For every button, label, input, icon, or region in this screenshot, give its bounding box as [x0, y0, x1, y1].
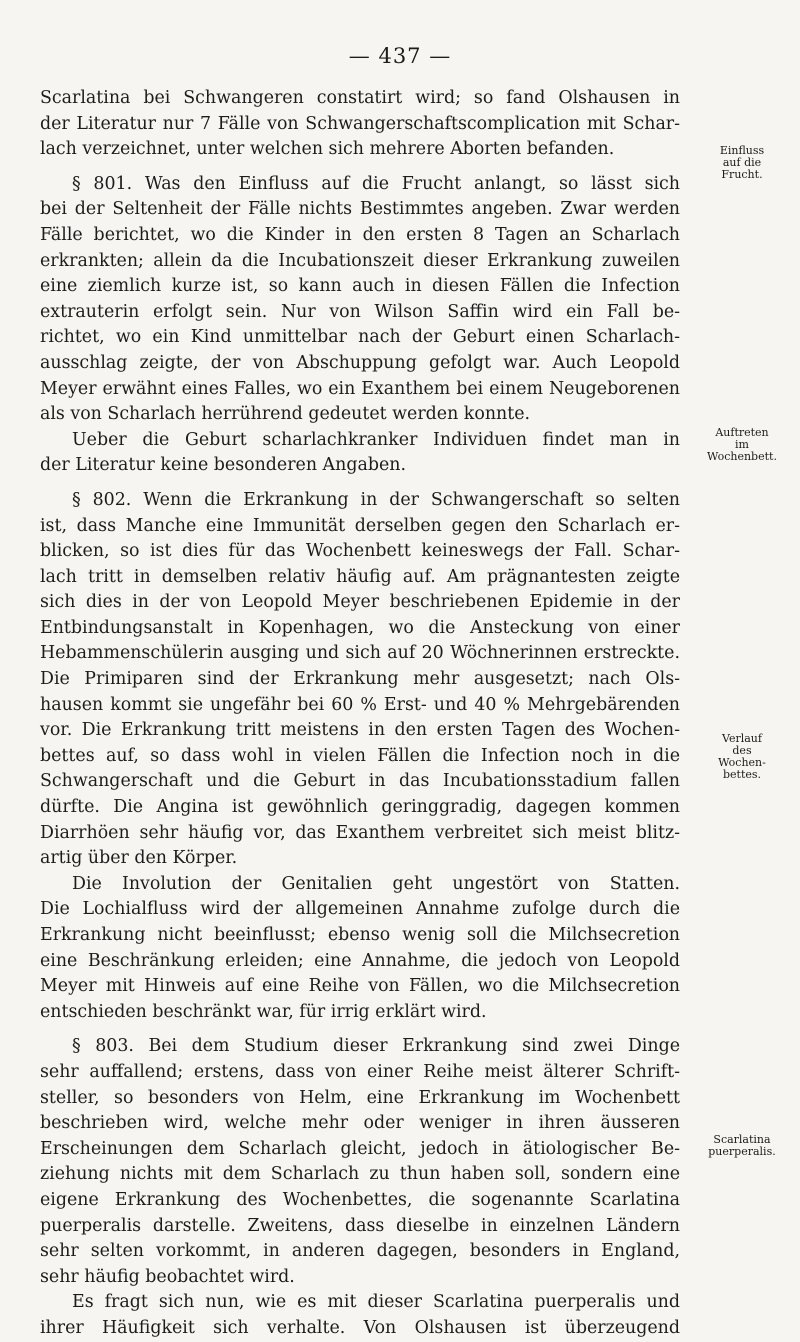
- text-line: § 801. Was den Einfluss auf die Frucht anlangt, so lässt sich: [72, 173, 680, 194]
- margin-note-line: Scarlatina: [713, 1133, 771, 1146]
- text-line: eigene Erkrankung des Wochenbettes, die sogenannte Scarlatina: [40, 1189, 680, 1210]
- margin-note-verlauf: [697, 733, 787, 781]
- text-line: Erscheinungen dem Scharlach gleicht, jedoch in ätiologischer Be-: [40, 1138, 680, 1159]
- margin-note-line: Auftreten: [715, 426, 769, 439]
- text-line: blicken, so ist dies für das Wochenbett keineswegs der Fall. Schar-: [40, 541, 680, 562]
- text-line: Meyer mit Hinweis auf eine Reihe von Fällen, wo die Milchsecretion: [40, 976, 680, 997]
- text-line: Erkrankung nicht beeinflusst; ebenso wenig soll die Milchsecretion: [40, 925, 680, 945]
- text-line: § 802. Wenn die Erkrankung in der Schwangerschaft so selten: [72, 489, 680, 510]
- text-line: Die Involution der Genitalien geht ungestört von Statten.: [72, 873, 680, 894]
- text-line: extrauterin erfolgt sein. Nur von Wilson Saffin wird ein Fall be-: [40, 301, 680, 322]
- text-line: lach verzeichnet, unter welchen sich mehrere Aborten befanden.: [40, 139, 615, 160]
- text-line: ihrer Häufigkeit sich verhalte. Von Olshausen ist überzeugend: [40, 1317, 680, 1338]
- text-line: bei der Seltenheit der Fälle nichts Bestimmtes angeben. Zwar werden: [40, 199, 680, 220]
- text-line: der Literatur nur 7 Fälle von Schwangerschaftscomplication mit Schar-: [40, 113, 680, 134]
- text-line: Die Lochialfluss wird der allgemeinen Annahme zufolge durch die: [40, 899, 680, 920]
- text-line: sehr häufig beobachtet wird.: [40, 1266, 295, 1287]
- text-line: erkrankten; allein da die Incubationszeit dieser Erkrankung zuweilen: [40, 250, 680, 271]
- text-line: ziehung nichts mit dem Scharlach zu thun haben soll, sondern eine: [40, 1164, 680, 1185]
- text-line: Meyer erwähnt eines Falles, wo ein Exanthem bei einem Neugeborenen: [40, 378, 680, 399]
- margin-note-line: auf die: [722, 156, 762, 169]
- text-line: puerperalis darstelle. Zweitens, dass dieselbe in einzelnen Ländern: [40, 1215, 680, 1236]
- page-number: — 437 —: [348, 44, 452, 68]
- text-line: Entbindungsanstalt in Kopenhagen, wo die Ansteckung von einer: [40, 617, 680, 638]
- text-line: hausen kommt sie ungefähr bei 60 % Erst- und 40 % Mehrgebärenden: [40, 694, 680, 715]
- body-text: [40, 86, 680, 1342]
- text-line: lach tritt in demselben relativ häufig auf. Am prägnantesten zeigte: [40, 566, 680, 587]
- text-line: Die Primiparen sind der Erkrankung mehr ausgesetzt; nach Ols-: [40, 669, 680, 690]
- margin-note-auftreten: [697, 427, 787, 463]
- text-line: Schwangerschaft und die Geburt in das Incubationsstadium fallen: [40, 771, 680, 792]
- text-line: bettes auf, so dass wohl in vielen Fällen die Infection noch in die: [40, 745, 680, 766]
- text-line: eine Beschränkung erleiden; eine Annahme, die jedoch von Leopold: [40, 950, 680, 971]
- text-line: richtet, wo ein Kind unmittelbar nach der Geburt einen Scharlach-: [40, 327, 680, 348]
- margin-note-line: des: [732, 744, 752, 757]
- margin-note-line: puerperalis.: [708, 1145, 776, 1158]
- paragraph-gap: [40, 1025, 680, 1034]
- text-line: vor. Die Erkrankung tritt meistens in den ersten Tagen des Wochen-: [40, 720, 680, 741]
- text-line: sich dies in der von Leopold Meyer beschriebenen Epidemie in der: [40, 592, 680, 613]
- text-line: § 803. Bei dem Studium dieser Erkrankung sind zwei Dinge: [72, 1036, 680, 1057]
- margin-note-line: Wochen-: [718, 756, 766, 769]
- margin-note-line: Verlauf: [722, 732, 762, 745]
- text-line: ausschlag zeigte, der von Abschuppung gefolgt war. Auch Leopold: [40, 352, 680, 373]
- paragraph-gap: [40, 163, 680, 172]
- text-line: als von Scharlach herrührend gedeutet werden konnte.: [40, 404, 531, 425]
- margin-note-line: Einfluss: [719, 144, 765, 157]
- text-line: sehr auffallend; erstens, dass von einer Reihe meist älterer Schrift-: [40, 1061, 680, 1082]
- text-line: sehr selten vorkommt, in anderen dagegen, besonders in England,: [40, 1241, 680, 1262]
- text-line: beschrieben wird, welche mehr oder weniger in ihren äusseren: [40, 1113, 680, 1134]
- text-line: der Literatur keine besonderen Angaben.: [40, 455, 406, 476]
- margin-note-line: Wochenbett.: [707, 450, 777, 463]
- margin-note-line: bettes.: [722, 768, 762, 781]
- margin-note-scarlatina: [697, 1134, 787, 1158]
- text-line: Es fragt sich nun, wie es mit dieser Scarlatina puerperalis und: [72, 1292, 680, 1313]
- paragraph-gap: [40, 479, 680, 488]
- margin-note-einfluss: [697, 145, 787, 181]
- text-line: Diarrhöen sehr häufig vor, das Exanthem verbreitet sich meist blitz-: [40, 822, 680, 843]
- text-line: Hebammenschülerin ausging und sich auf 20 Wöchnerinnen erstreckte.: [40, 643, 680, 664]
- text-line: Ueber die Geburt scharlachkranker Individuen findet man in: [72, 429, 680, 450]
- text-line: Scarlatina bei Schwangeren constatirt wird; so fand Olshausen in: [40, 88, 680, 108]
- text-line: dürfte. Die Angina ist gewöhnlich geringgradig, dagegen kommen: [40, 797, 680, 818]
- text-line: eine ziemlich kurze ist, so kann auch in diesen Fällen die Infection: [40, 276, 680, 297]
- margin-note-line: im: [735, 438, 749, 451]
- text-line: artig über den Körper.: [40, 848, 238, 869]
- margin-note-line: Frucht.: [721, 168, 763, 181]
- text-line: ist, dass Manche eine Immunität derselben gegen den Scharlach er-: [40, 515, 680, 536]
- text-line: steller, so besonders von Helm, eine Erkrankung im Wochenbett: [40, 1087, 680, 1108]
- text-line: entschieden beschränkt war, für irrig erklärt wird.: [40, 1001, 487, 1022]
- text-line: Fälle berichtet, wo die Kinder in den ersten 8 Tagen an Scharlach: [40, 224, 680, 245]
